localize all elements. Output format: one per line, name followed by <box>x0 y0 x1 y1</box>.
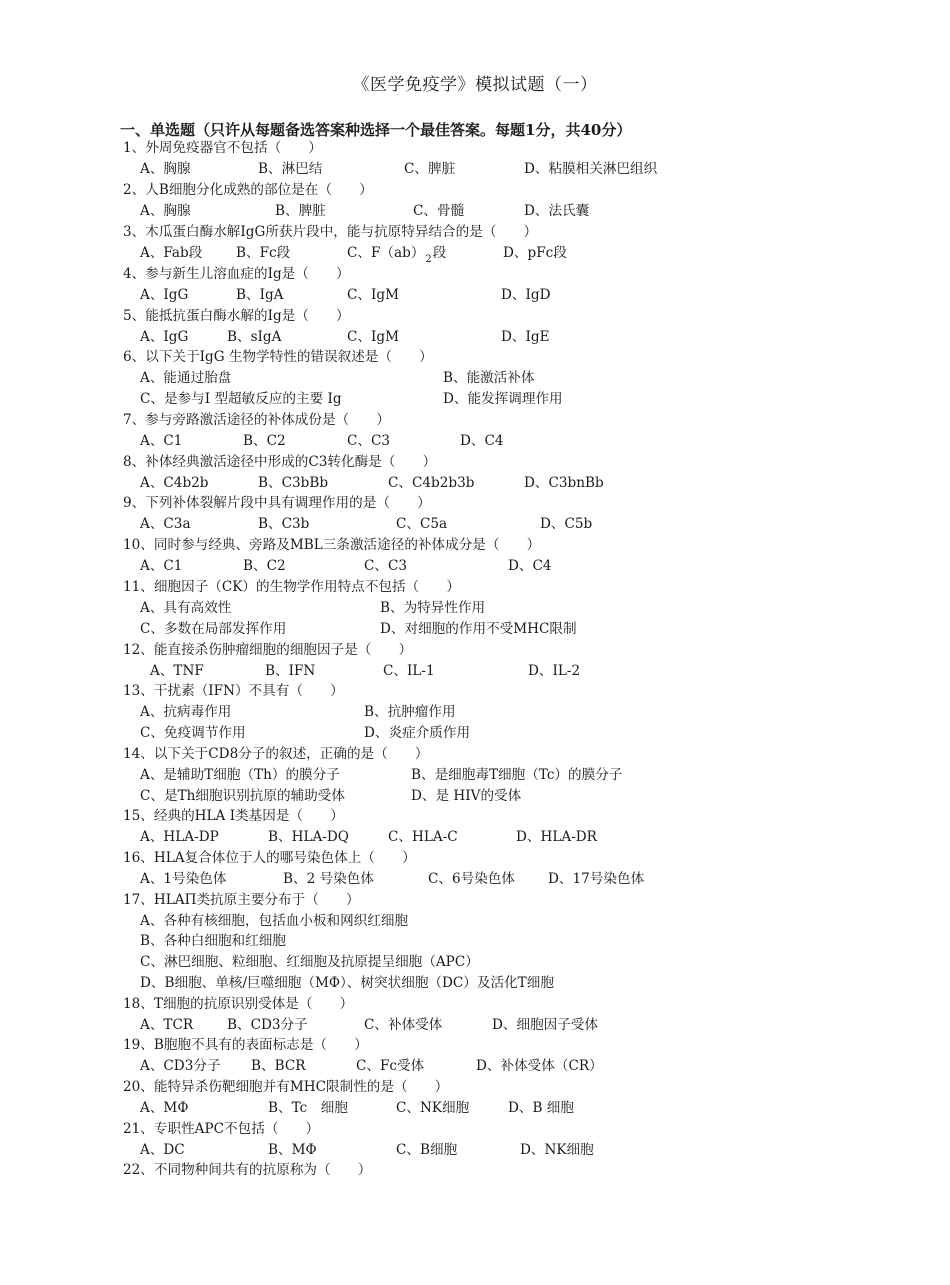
q2-option-c: C、骨髓 <box>413 203 465 219</box>
q18-option-a: A、TCR <box>140 1017 194 1033</box>
q1-option-c: C、脾脏 <box>404 161 456 177</box>
q15-option-d: D、HLA-DR <box>516 829 597 845</box>
q8-option-a: A、C4b2b <box>140 475 209 491</box>
q5-option-b: B、sIgA <box>227 329 282 345</box>
question-13: 13、干扰素（IFN）不具有（ ） <box>123 683 344 699</box>
q20-option-c: C、NK细胞 <box>396 1100 470 1116</box>
q11-option-d: D、对细胞的作用不受MHC限制 <box>380 621 577 637</box>
q3-option-c-text: C、F（ab） <box>347 245 425 261</box>
q13-option-c: C、免疫调节作用 <box>140 725 246 741</box>
question-6: 6、以下关于IgG 生物学特性的错误叙述是（ ） <box>123 349 433 365</box>
q10-option-a: A、C1 <box>140 558 183 574</box>
q13-option-d: D、炎症介质作用 <box>364 725 471 741</box>
q16-option-a: A、1号染色体 <box>140 871 227 887</box>
question-17: 17、HLAП类抗原主要分布于（ ） <box>123 892 360 908</box>
section-heading: 一、单选题（只许从每题备选答案种选择一个最佳答案。每题1分，共40分） <box>120 121 632 139</box>
q14-option-a: A、是辅助T细胞（Th）的膜分子 <box>140 767 340 783</box>
q13-option-b: B、抗肿瘤作用 <box>364 704 456 720</box>
q21-option-a: A、DC <box>140 1142 185 1158</box>
q9-option-d: D、C5b <box>540 516 593 532</box>
question-20: 20、能特异杀伤靶细胞并有MHC限制性的是（ ） <box>123 1079 449 1095</box>
q3-option-c-subscript: 2 <box>425 254 432 265</box>
q3-option-c-suffix: 段 <box>432 245 447 261</box>
question-16: 16、HLA复合体位于人的哪号染色体上（ ） <box>123 850 416 866</box>
q10-option-d: D、C4 <box>508 558 552 574</box>
q9-option-b: B、C3b <box>258 516 310 532</box>
q1-option-a: A、胸腺 <box>140 161 191 177</box>
q20-option-d: D、B 细胞 <box>508 1100 574 1116</box>
q15-option-c: C、HLA-C <box>388 829 458 845</box>
q6-option-a: A、能通过胎盘 <box>140 370 232 386</box>
q14-option-c: C、是Th细胞识别抗原的辅助受体 <box>140 788 345 804</box>
page-title: 《医学免疫学》模拟试题（一） <box>352 75 598 95</box>
question-2: 2、人B细胞分化成熟的部位是在（ ） <box>123 182 373 198</box>
q3-option-c <box>347 243 446 264</box>
q11-option-a: A、具有高效性 <box>140 600 232 616</box>
q6-option-b: B、能激活补体 <box>443 370 535 386</box>
q1-option-d: D、粘膜相关淋巴组织 <box>524 161 658 177</box>
q7-option-d: D、C4 <box>460 433 504 449</box>
q17-option-b: B、各种白细胞和红细胞 <box>140 933 286 949</box>
q5-option-d: D、IgE <box>501 329 550 345</box>
q19-option-c: C、Fc受体 <box>356 1058 425 1074</box>
q5-option-a: A、IgG <box>140 329 189 345</box>
q16-option-c: C、6号染色体 <box>428 871 516 887</box>
q1-option-b: B、淋巴结 <box>258 161 323 177</box>
q20-option-a: A、MΦ <box>140 1100 189 1116</box>
q11-option-c: C、多数在局部发挥作用 <box>140 621 287 637</box>
question-11: 11、细胞因子（CK）的生物学作用特点不包括（ ） <box>123 579 460 595</box>
q19-option-b: B、BCR <box>251 1058 306 1074</box>
question-3: 3、木瓜蛋白酶水解IgG所获片段中，能与抗原特异结合的是（ ） <box>123 224 538 240</box>
question-18: 18、T细胞的抗原识别受体是（ ） <box>123 996 354 1012</box>
q14-option-b: B、是细胞毒T细胞（Tc）的膜分子 <box>411 767 623 783</box>
question-22: 22、不同物种间共有的抗原称为（ ） <box>123 1162 372 1178</box>
q9-option-c: C、C5a <box>396 516 448 532</box>
q8-option-d: D、C3bnBb <box>524 475 604 491</box>
question-10: 10、同时参与经典、旁路及MBL三条激活途径的补体成分是（ ） <box>123 537 541 553</box>
q8-option-b: B、C3bBb <box>258 475 329 491</box>
q4-option-a: A、IgG <box>140 287 189 303</box>
q17-option-d: D、B细胞、单核/巨噬细胞（MΦ）、树突状细胞（DC）及活化T细胞 <box>140 975 554 991</box>
question-1: 1、外周免疫器官不包括（ ） <box>123 140 322 156</box>
q18-option-c: C、补体受体 <box>364 1017 443 1033</box>
question-14: 14、以下关于CD8分子的叙述，正确的是（ ） <box>123 746 429 762</box>
q3-option-a: A、Fab段 <box>140 245 203 261</box>
q12-option-a: A、TNF <box>150 663 204 679</box>
q3-option-b: B、Fc段 <box>236 245 291 261</box>
q15-option-b: B、HLA-DQ <box>268 829 349 845</box>
q9-option-a: A、C3a <box>140 516 191 532</box>
q6-option-d: D、能发挥调理作用 <box>443 391 563 407</box>
question-15: 15、经典的HLA I类基因是（ ） <box>123 808 344 824</box>
q21-option-c: C、B细胞 <box>396 1142 458 1158</box>
q7-option-a: A、C1 <box>140 433 183 449</box>
q7-option-b: B、C2 <box>243 433 286 449</box>
q12-option-b: B、IFN <box>265 663 316 679</box>
q6-option-c: C、是参与I 型超敏反应的主要 Ig <box>140 391 342 407</box>
q18-option-b: B、CD3分子 <box>227 1017 308 1033</box>
q15-option-a: A、HLA-DP <box>140 829 219 845</box>
q17-option-a: A、各种有核细胞，包括血小板和网织红细胞 <box>140 913 409 929</box>
q10-option-c: C、C3 <box>364 558 408 574</box>
q7-option-c: C、C3 <box>347 433 391 449</box>
q5-option-c: C、IgM <box>347 329 399 345</box>
q4-option-b: B、IgA <box>236 287 284 303</box>
q18-option-d: D、细胞因子受体 <box>492 1017 599 1033</box>
q10-option-b: B、C2 <box>243 558 286 574</box>
q12-option-c: C、IL-1 <box>383 663 435 679</box>
q20-option-b: B、Tc 细胞 <box>268 1100 348 1116</box>
q2-option-d: D、法氏囊 <box>524 203 590 219</box>
q11-option-b: B、为特异性作用 <box>380 600 486 616</box>
question-9: 9、下列补体裂解片段中具有调理作用的是（ ） <box>123 495 431 511</box>
q8-option-c: C、C4b2b3b <box>388 475 475 491</box>
q12-option-d: D、IL-2 <box>528 663 581 679</box>
question-19: 19、B胞胞不具有的表面标志是（ ） <box>123 1037 368 1053</box>
q2-option-b: B、脾脏 <box>275 203 326 219</box>
q17-option-c: C、淋巴细胞、粒细胞、红细胞及抗原提呈细胞（APC） <box>140 954 479 970</box>
question-5: 5、能抵抗蛋白酶水解的Ig是（ ） <box>123 308 350 324</box>
q16-option-b: B、2 号染色体 <box>283 871 374 887</box>
q21-option-b: B、MΦ <box>268 1142 317 1158</box>
q14-option-d: D、是 HIV的受体 <box>411 788 522 804</box>
q3-option-d: D、pFc段 <box>503 245 567 261</box>
question-4: 4、参与新生儿溶血症的Ig是（ ） <box>123 266 350 282</box>
q19-option-d: D、补体受体（CR） <box>476 1058 603 1074</box>
q21-option-d: D、NK细胞 <box>520 1142 594 1158</box>
question-12: 12、能直接杀伤肿瘤细胞的细胞因子是（ ） <box>123 642 413 658</box>
question-7: 7、参与旁路激活途径的补体成份是（ ） <box>123 412 390 428</box>
q13-option-a: A、抗病毒作用 <box>140 704 232 720</box>
question-21: 21、专职性APC不包括（ ） <box>123 1121 320 1137</box>
question-8: 8、补体经典激活途径中形成的C3转化酶是（ ） <box>123 454 437 470</box>
q4-option-c: C、IgM <box>347 287 399 303</box>
q16-option-d: D、17号染色体 <box>548 871 645 887</box>
q19-option-a: A、CD3分子 <box>140 1058 221 1074</box>
q4-option-d: D、IgD <box>501 287 551 303</box>
q2-option-a: A、胸腺 <box>140 203 191 219</box>
